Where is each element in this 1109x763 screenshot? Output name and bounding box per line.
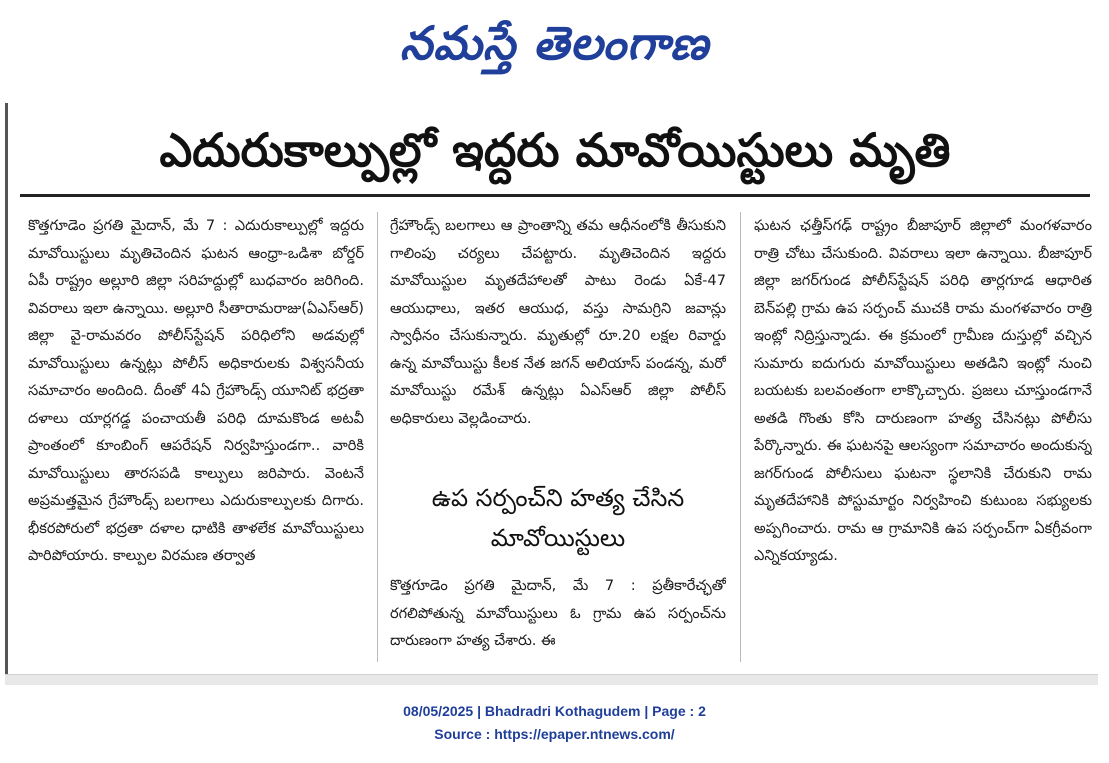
- article-column-2-continued: కొత్తగూడెం ప్రగతి మైదాన్, మే 7 : ప్రతీకారేచ్ఛతో రగలిపోతున్న మావోయిస్టులు ఓ గ్రామ ఉప సర్పంచ్‌ను దారుణంగా హత్య చేశారు. ఈ: [390, 577, 726, 649]
- clip-bottom-bar: [5, 674, 1098, 685]
- article-column-3: ఘటన ఛత్తీస్‌గఢ్ రాష్ట్రం బీజాపూర్ జిల్లాలో మంగళవారం రాత్రి చోటు చేసుకుంది. వివరాలు ఇలా ఉన్నాయి. బీజాపూర్ జిల్లా జగర్‌గుండ పోలీస్‌స్టేషన్ పరిధి తార్లగూడ ఆధారిత బెన్‌పల్లి గ్రామ ఉప సర్పంచ్ ముచకి రామ మంగళవారం రాత్రి ఇంట్లో నిద్రిస్తున్నాడు. ఈ క్రమంలో గ్రామీణ దుస్తుల్లో వచ్చిన సుమారు ఐదుగురు మావోయిస్టులు అతడిని ఇంట్లో నుంచి బయటకు బలవంతంగా లాక్కొచ్చారు. ప్రజలు చూస్తుండగానే అతడి గొంతు కోసి దారుణంగా హత్య చేసినట్లు పోలీసు పేర్కొన్నారు. ఈ ఘటనపై ఆలస్యంగా సమాచారం అందుకున్న జగర్‌గుండ పోలీసులు ఘటనా స్థలానికి చేరుకుని రామ మృతదేహానికి పోస్టుమార్టం నిర్వహించి కుటుంబ సభ్యులకు అప్పగించారు. రామ ఆ గ్రామానికి ఉప సర్పంచ్‌గా ఏకగ్రీవంగా ఎన్నికయ్యాడు.: [754, 217, 1092, 564]
- article-subheadline: ఉప సర్పంచ్‌ని హత్య చేసిన మావోయిస్టులు: [431, 484, 685, 552]
- article-column-2: గ్రేహౌండ్స్ బలగాలు ఆ ప్రాంతాన్ని తమ ఆధీనంలోకి తీసుకుని గాలింపు చర్యలు చేపట్టారు. మృతిచెందిన ఇద్దరు మావోయిస్టుల మృతదేహాలతో పాటు రెండు ఏకే-47 ఆయుధాలు, ఇతర ఆయుధ, వస్తు సామగ్రిని జవాన్లు స్వాధీనం చేసుకున్నారు. మృతుల్లో రూ.20 లక్షల రివార్డు ఉన్న మావోయిస్టు కీలక నేత జగన్ అలియాస్ పండన్న, మరో మావోయిస్టు రమేశ్ ఉన్నట్లు ఏఎస్ఆర్ జిల్లా పోలీస్ అధికారులు వెల్లడించారు.: [390, 217, 726, 427]
- column-divider: [377, 212, 378, 662]
- footer-source-link[interactable]: Source : https://epaper.ntnews.com/: [434, 726, 675, 742]
- newspaper-masthead: నమస్తే తెలంగాణ: [399, 16, 710, 70]
- footer-date-edition: 08/05/2025 | Bhadradri Kothagudem | Page : 2: [403, 703, 706, 719]
- article-headline: ఎదురుకాల్పుల్లో ఇద్దరు మావోయిస్టులు మృతి: [159, 123, 951, 177]
- column-divider: [740, 212, 741, 662]
- article-column-1: కొత్తగూడెం ప్రగతి మైదాన్, మే 7 : ఎదురుకాల్పుల్లో ఇద్దరు మావోయిస్టులు మృతిచెందిన ఘటన ఆంధ్రా-ఒడిశా బోర్డర్ ఏపీ రాష్ట్రం అల్లూరి జిల్లా సరిహద్దుల్లో బుధవారం జరిగింది. వివరాలు ఇలా ఉన్నాయి. అల్లూరి సీతారామరాజు(ఏఎస్ఆర్) జిల్లా వై-రామవరం పోలీస్‌స్టేషన్ పరిధిలోని అడవుల్లో మావోయిస్టులు ఉన్నట్లు పోలీస్ అధికారులకు విశ్వసనీయ సమాచారం అందింది. దీంతో 4ఏ గ్రేహౌండ్స్ యూనిట్ భద్రతా దళాలు యార్లగడ్డ పంచాయతీ పరిధి దూమకొండ అటవీ ప్రాంతంలో కూంబింగ్ ఆపరేషన్ నిర్వహిస్తుండగా.. వారికి మావోయిస్టులు తారసపడి కాల్పులు జరిపారు. వెంటనే అప్రమత్తమైన గ్రేహౌండ్స్ బలగాలు ఎదురుకాల్పులకు దిగారు. భీకరపోరులో భద్రతా దళాల ధాటికి తాళలేక మావోయిస్టులు పారిపోయారు. కాల్పుల విరమణ తర్వాత: [28, 217, 364, 564]
- headline-divider: [20, 194, 1090, 197]
